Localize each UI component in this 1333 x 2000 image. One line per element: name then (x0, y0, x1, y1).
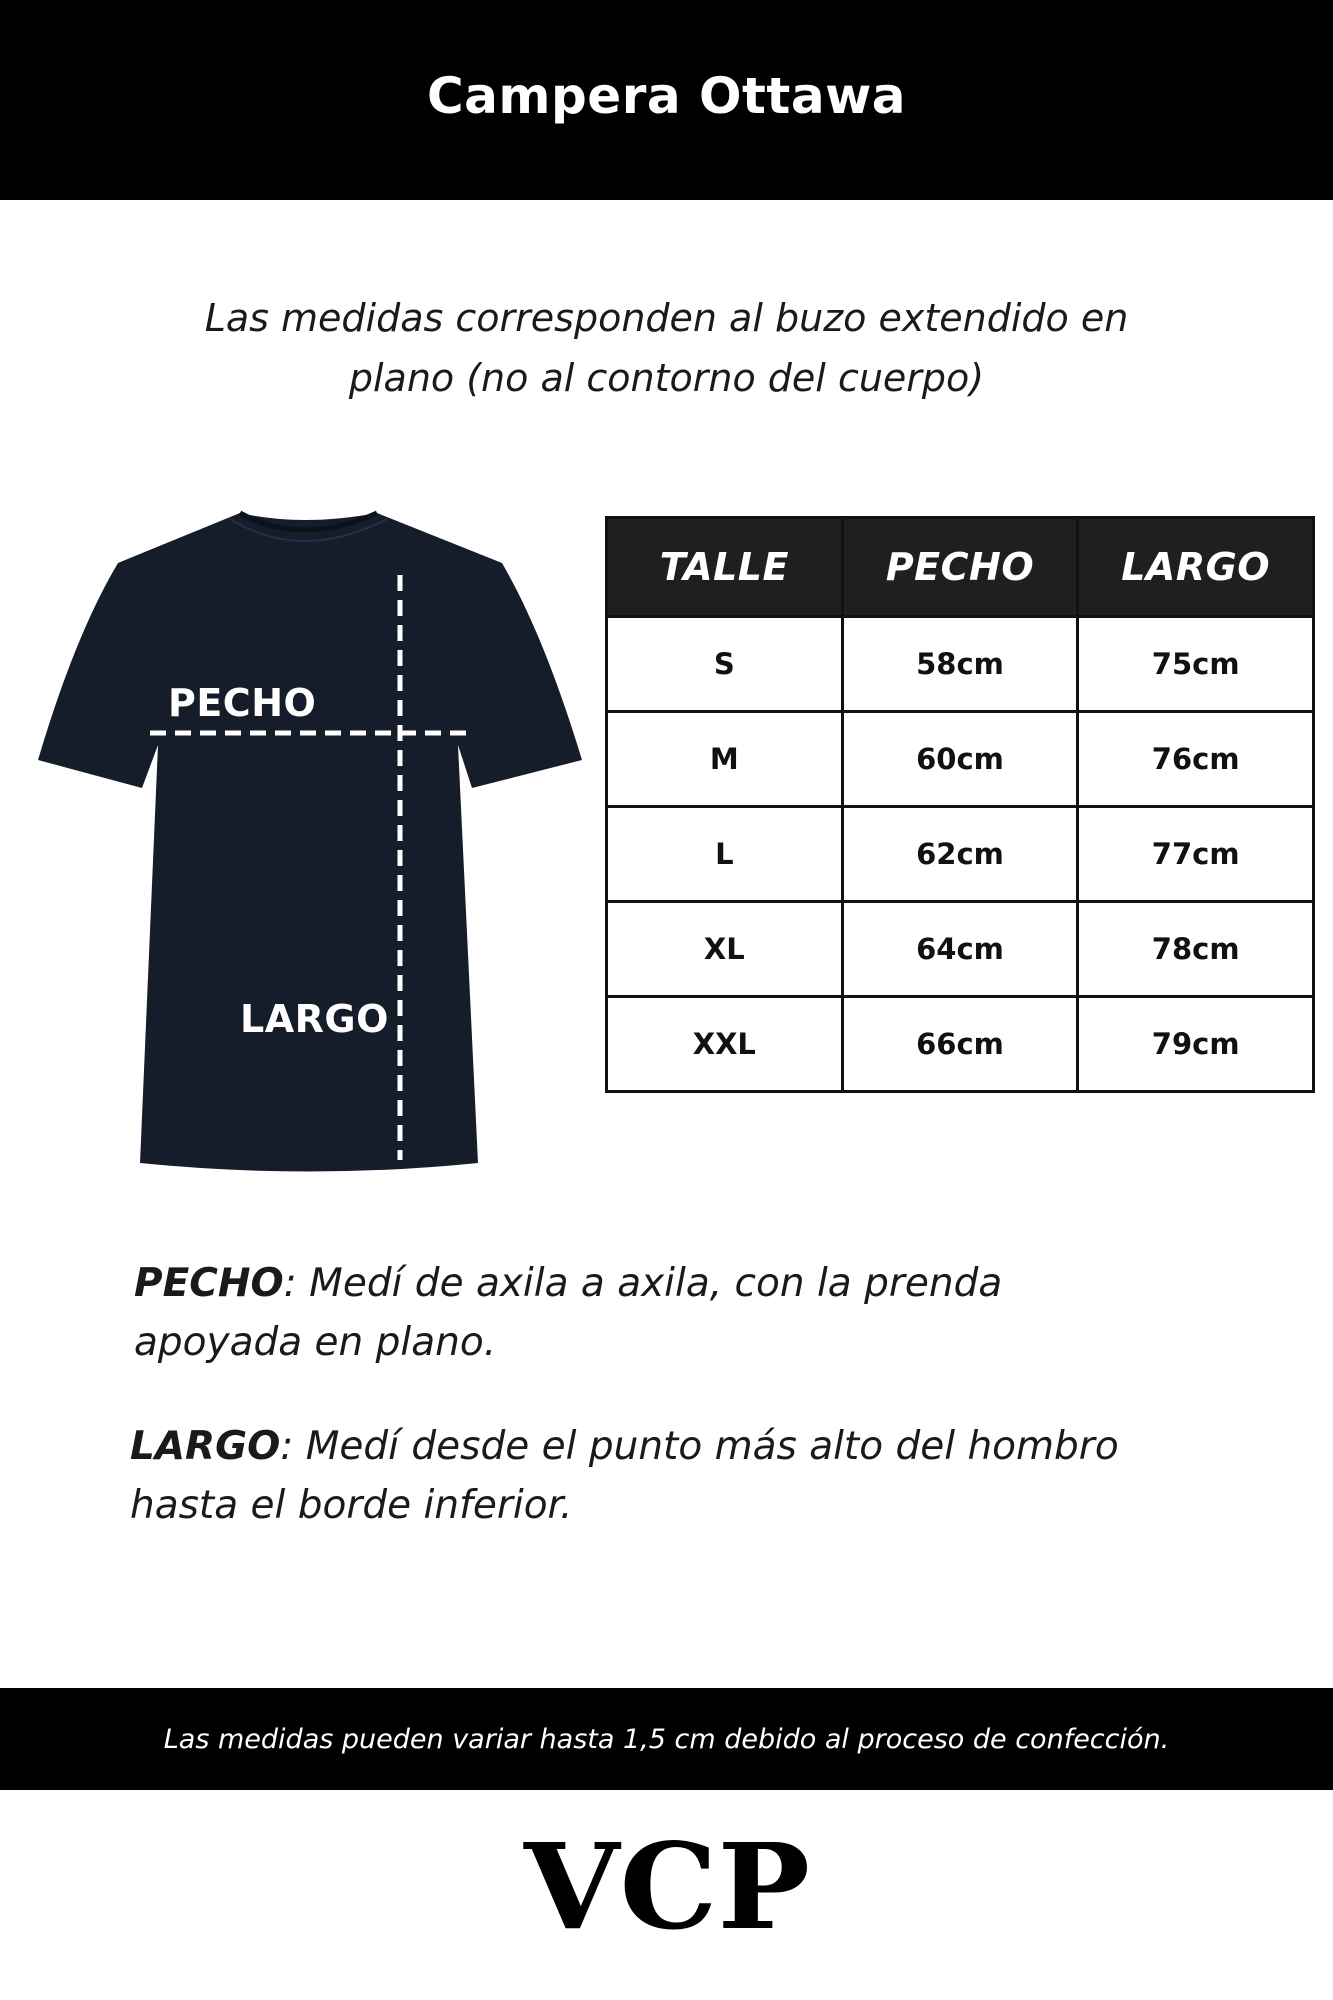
disclaimer-text: Las medidas pueden variar hasta 1,5 cm debido al proceso de confección. (163, 1723, 1170, 1755)
pecho-instruction-line-1 (134, 1254, 1002, 1313)
largo-text-2: hasta el borde inferior. (130, 1483, 573, 1528)
largo-cell: 77cm (1078, 807, 1314, 902)
size-cell: S (607, 617, 843, 712)
shirt-diagram (30, 505, 590, 1185)
largo-term: LARGO (130, 1424, 281, 1469)
size-cell: XL (607, 902, 843, 997)
pecho-cell: 62cm (842, 807, 1078, 902)
size-cell: XXL (607, 997, 843, 1092)
pecho-cell: 64cm (842, 902, 1078, 997)
intro-line-2: plano (no al contorno del cuerpo) (348, 356, 985, 400)
disclaimer-bar (0, 1688, 1333, 1790)
largo-cell: 75cm (1078, 617, 1314, 712)
table-header-pecho: PECHO (842, 518, 1078, 617)
largo-diagram-label: LARGO (240, 997, 389, 1041)
largo-text-1: : Medí desde el punto más alto del hombro (280, 1424, 1119, 1469)
pecho-cell: 66cm (842, 997, 1078, 1092)
intro-line-1: Las medidas corresponden al buzo extendido en (204, 296, 1129, 340)
pecho-text-2: apoyada en plano. (134, 1320, 497, 1365)
pecho-text-1: : Medí de axila a axila, con la prenda (283, 1261, 1003, 1306)
table-row (607, 807, 1314, 902)
t-shirt-icon (30, 505, 590, 1185)
t-shirt-body (38, 513, 582, 1172)
page-title: Campera Ottawa (426, 67, 907, 125)
pecho-instruction (134, 1254, 1002, 1372)
table-header-largo: LARGO (1078, 518, 1314, 617)
size-table (605, 516, 1315, 1093)
table-row (607, 997, 1314, 1092)
largo-instruction-line-1 (130, 1417, 1119, 1476)
size-cell: L (607, 807, 843, 902)
pecho-diagram-label: PECHO (168, 681, 317, 725)
largo-cell: 78cm (1078, 902, 1314, 997)
table-header-row (607, 518, 1314, 617)
measurement-intro (0, 288, 1333, 408)
largo-cell: 79cm (1078, 997, 1314, 1092)
vcp-logo-text: VCP (522, 1830, 810, 1940)
largo-instruction (130, 1417, 1119, 1535)
size-cell: M (607, 712, 843, 807)
table-row (607, 902, 1314, 997)
pecho-cell: 60cm (842, 712, 1078, 807)
vcp-logo (522, 1830, 812, 1940)
table-row (607, 617, 1314, 712)
table-row (607, 712, 1314, 807)
pecho-term: PECHO (134, 1261, 284, 1306)
table-header-talle: TALLE (607, 518, 843, 617)
pecho-cell: 58cm (842, 617, 1078, 712)
largo-cell: 76cm (1078, 712, 1314, 807)
header-bar (0, 0, 1333, 200)
